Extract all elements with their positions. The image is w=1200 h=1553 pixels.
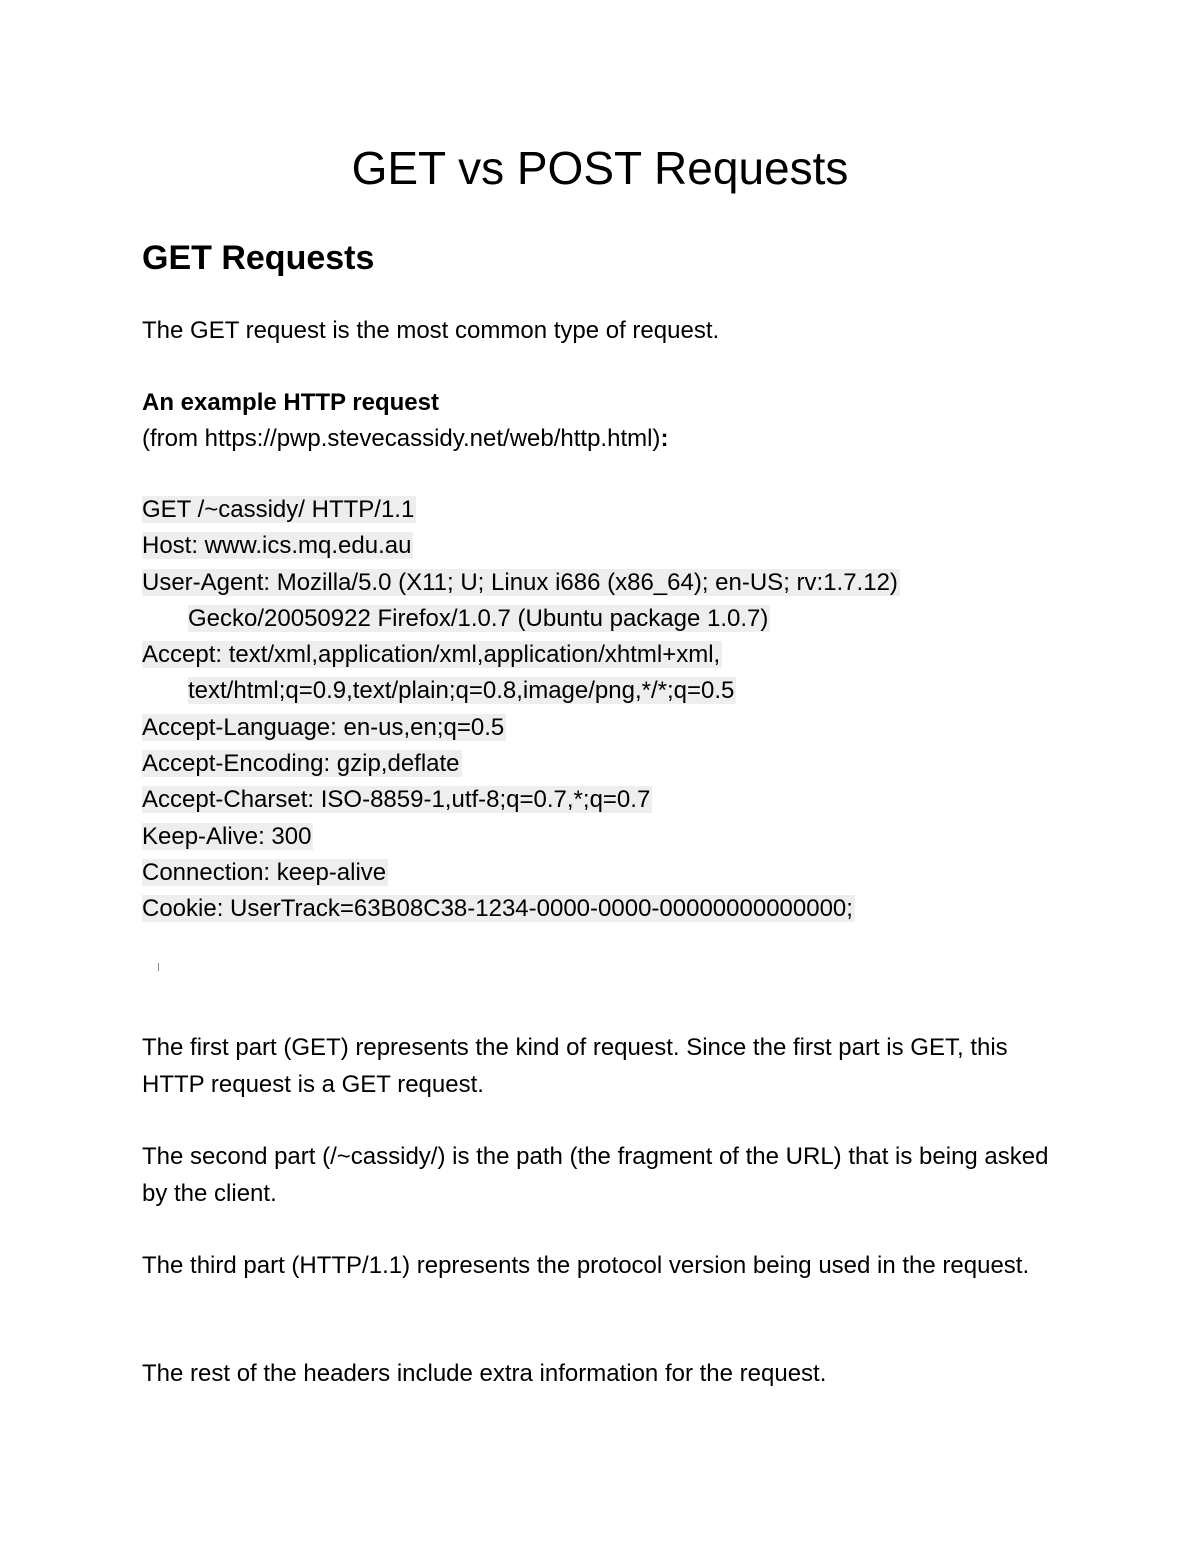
request-header-continuation bbox=[142, 601, 900, 637]
request-header-line bbox=[142, 637, 900, 673]
request-header-text: Keep-Alive: 300 bbox=[142, 822, 312, 850]
request-header-text: Cookie: UserTrack=63B08C38-1234-0000-0000-00000000000000; bbox=[142, 895, 853, 923]
request-header-text: Accept-Charset: ISO-8859-1,utf-8;q=0.7,*;q=0.7 bbox=[142, 786, 651, 814]
request-line-text: GET /~cassidy/ HTTP/1.1 bbox=[142, 496, 415, 523]
request-header-line bbox=[142, 710, 900, 746]
request-header-line bbox=[142, 746, 900, 782]
request-header-line bbox=[142, 819, 900, 855]
request-header-line bbox=[142, 782, 900, 818]
request-header-line bbox=[142, 855, 900, 891]
explanation-paragraph-2: The second part (/~cassidy/) is the path (the fragment of the URL) that is being asked by the client. bbox=[142, 1143, 1049, 1207]
explanation-paragraph-4: The rest of the headers include extra information for the request. bbox=[142, 1360, 827, 1387]
example-heading: An example HTTP request bbox=[142, 389, 439, 416]
request-header-text: Accept: text/xml,application/xml,application/xhtml+xml, bbox=[142, 641, 721, 669]
request-header-text: Accept-Encoding: gzip,deflate bbox=[142, 750, 460, 778]
page-title: GET vs POST Requests bbox=[351, 142, 849, 194]
explanation-paragraph-1: The first part (GET) represents the kind of request. Since the first part is GET, this HTTP request is a GET request. bbox=[142, 1034, 1008, 1098]
example-source bbox=[142, 420, 1062, 457]
explanation-paragraph-3: The third part (HTTP/1.1) represents the protocol version being used in the request. bbox=[142, 1252, 1030, 1279]
example-source-text: (from https://pwp.stevecassidy.net/web/http.html) bbox=[142, 425, 661, 452]
http-request-example bbox=[142, 492, 900, 928]
request-header-text: Connection: keep-alive bbox=[142, 858, 387, 886]
section-heading: GET Requests bbox=[142, 239, 375, 277]
example-source-colon: : bbox=[660, 425, 669, 452]
request-header-text: User-Agent: Mozilla/5.0 (X11; U; Linux i686 (x86_64); en-US; rv:1.7.12) bbox=[142, 568, 898, 596]
request-header-text: text/html;q=0.9,text/plain;q=0.8,image/png,*/*;q=0.5 bbox=[188, 677, 735, 705]
request-header-line bbox=[142, 891, 900, 927]
request-header-line bbox=[142, 528, 900, 564]
request-line bbox=[142, 492, 900, 528]
request-header-continuation bbox=[142, 673, 900, 709]
intro-paragraph: The GET request is the most common type of request. bbox=[142, 317, 720, 344]
stray-mark bbox=[158, 963, 159, 971]
request-header-text: Accept-Language: en-us,en;q=0.5 bbox=[142, 713, 505, 741]
request-header-text: Gecko/20050922 Firefox/1.0.7 (Ubuntu package 1.0.7) bbox=[188, 604, 769, 632]
request-header-line bbox=[142, 565, 900, 601]
request-header-text: Host: www.ics.mq.edu.au bbox=[142, 532, 412, 560]
